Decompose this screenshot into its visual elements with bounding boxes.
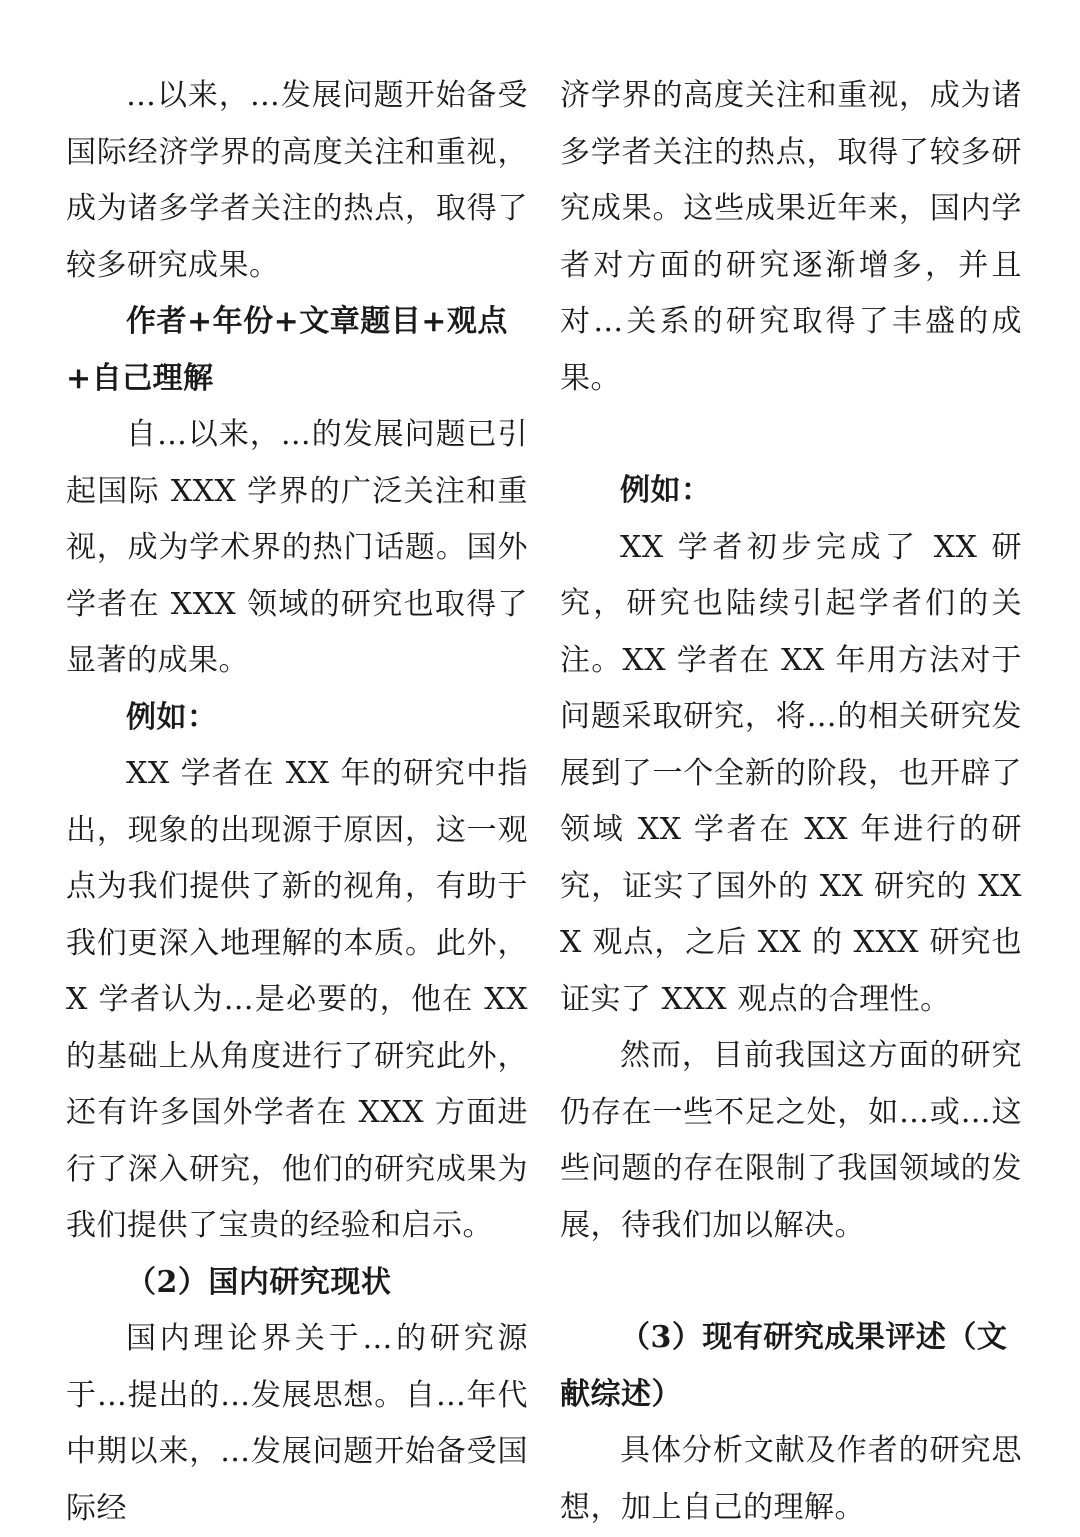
left-section2-title: （2）国内研究现状	[126, 1264, 392, 1300]
left-paragraph-domestic: 国内理论界关于…的研究源于…提出的…发展思想。自…年代中期以来，…发展问题开始备受国际经	[66, 1321, 528, 1526]
left-paragraph-example: XX 学者在 XX 年的研究中指出，现象的出现源于原因，这一观点为我们提供了新的视角，有助于我们更深入地理解的本质。此外，X 学者认为…是必要的，他在 XX 的基础上从角度进行了研究此外，还有许多国外学者在 XXX 方面进行了深入研究，他们的研究成果为我们提供了宝贵的经验和启示。	[66, 756, 528, 1243]
right-paragraph-example: XX 学者初步完成了 XX 研究，研究也陆续引起学者们的关注。XX 学者在 XX 年用方法对于问题采取研究，将…的相关研究发展到了一个全新的阶段，也开辟了领域 XX 学者在 XX 年进行的研究，证实了国外的 XX 研究的 XXX 观点，之后 XX 的 XXX 研究也证实了 XXX 观点的合理性。	[560, 529, 1022, 1017]
left-example-label: 例如：	[126, 699, 218, 735]
right-paragraph-shortcomings: 然而，目前我国这方面的研究仍存在一些不足之处，如…或…这些问题的存在限制了我国领域的发展，待我们加以解决。	[560, 1038, 1022, 1243]
right-spacer	[560, 407, 1022, 463]
right-column	[560, 68, 1022, 1536]
right-paragraph-review: 具体分析文献及作者的研究思想，加上自己的理解。	[560, 1433, 1022, 1525]
right-paragraph-continued: 济学界的高度关注和重视，成为诸多学者关注的热点，取得了较多研究成果。这些成果近年来，国内学者对方面的研究逐渐增多，并且对…关系的研究取得了丰盛的成果。	[560, 78, 1022, 396]
right-section3-title: （3）现有研究成果评述（文献综述）	[560, 1320, 1008, 1412]
left-column	[66, 68, 528, 1537]
left-heading-author-year: 作者+年份+文章题目+观点+自己理解	[66, 304, 508, 396]
left-paragraph-intro: …以来，…发展问题开始备受国际经济学界的高度关注和重视，成为诸多学者关注的热点，取得了较多研究成果。	[66, 78, 528, 283]
left-paragraph-foreign: 自…以来，…的发展问题已引起国际 XXX 学界的广泛关注和重视，成为学术界的热门话题。国外学者在 XXX 领域的研究也取得了显著的成果。	[66, 417, 528, 678]
right-example-label: 例如：	[620, 473, 712, 508]
right-spacer-2	[560, 1254, 1022, 1310]
